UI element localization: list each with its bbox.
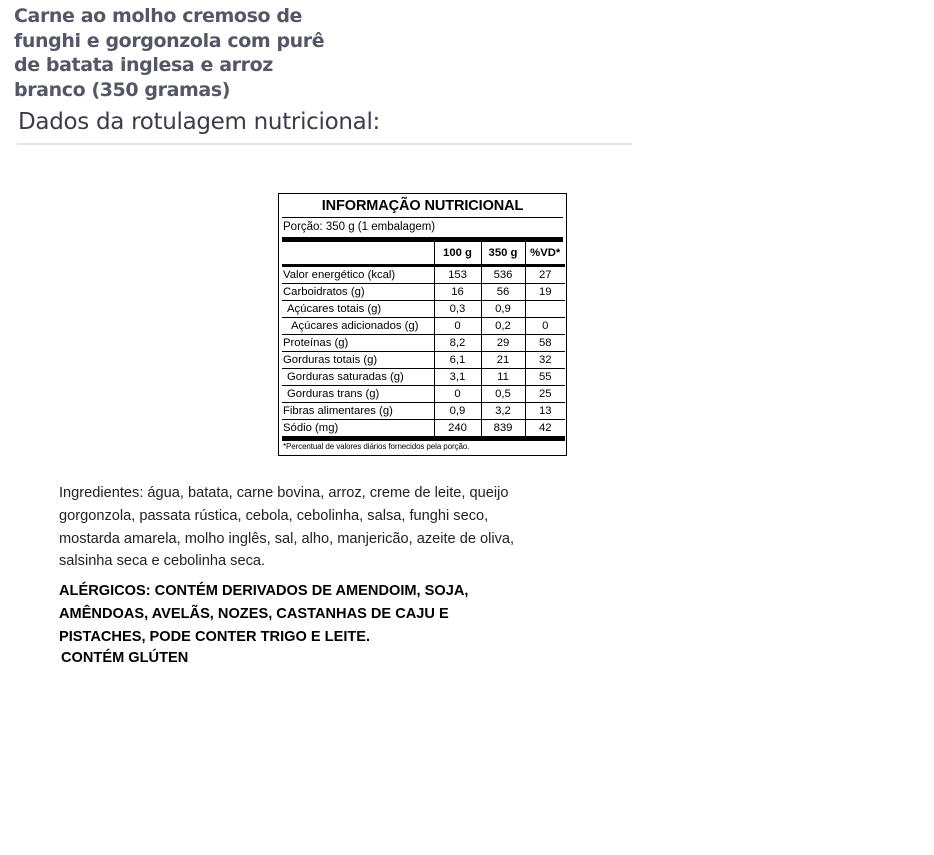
nutrient-label: Sódio (mg)	[282, 420, 434, 439]
value-per-100g: 8,2	[434, 335, 481, 352]
value-per-350g: 11	[481, 369, 525, 386]
table-row	[282, 403, 565, 420]
nutrition-facts-table	[278, 193, 567, 456]
value-per-350g: 56	[481, 284, 525, 301]
table-row	[282, 386, 565, 403]
nutrition-section-heading: Dados da rotulagem nutricional:	[18, 109, 380, 135]
header-row	[282, 242, 565, 266]
value-per-350g: 29	[481, 335, 525, 352]
value-per-100g: 3,1	[434, 369, 481, 386]
nutrient-label: Proteínas (g)	[282, 335, 434, 352]
table-row	[282, 301, 565, 318]
value-per-350g: 0,5	[481, 386, 525, 403]
value-daily-percent: 42	[525, 420, 565, 439]
value-per-350g: 0,2	[481, 318, 525, 335]
value-per-100g: 0	[434, 386, 481, 403]
value-per-350g: 536	[481, 266, 525, 284]
nutrient-label: Gorduras trans (g)	[282, 386, 434, 403]
value-daily-percent: 32	[525, 352, 565, 369]
table-row	[282, 352, 565, 369]
value-per-350g: 21	[481, 352, 525, 369]
value-daily-percent: 58	[525, 335, 565, 352]
value-per-350g: 839	[481, 420, 525, 439]
nutrient-label: Açúcares adicionados (g)	[282, 318, 434, 335]
value-per-100g: 0	[434, 318, 481, 335]
portion-size: Porção: 350 g (1 embalagem)	[282, 218, 563, 242]
value-per-100g: 16	[434, 284, 481, 301]
value-daily-percent: 19	[525, 284, 565, 301]
ingredients-text: Ingredientes: água, batata, carne bovina, arroz, creme de leite, queijo gorgonzola, passata rústica, cebola, cebolinha, salsa, funghi seco, mostarda amarela, molho inglês, sal, alho, manjericão, azeite de oliva, salsinha seca e cebolinha seca.	[59, 485, 515, 570]
table-row	[282, 335, 565, 352]
value-per-100g: 0,9	[434, 403, 481, 420]
nutrition-values	[282, 242, 565, 441]
allergens-warning: ALÉRGICOS: CONTÉM DERIVADOS DE AMENDOIM, SOJA, AMÊNDOAS, AVELÃS, NOZES, CASTANHAS DE CAJU E PISTACHES, PODE CONTER TRIGO E LEITE.	[59, 583, 469, 645]
value-per-100g: 153	[434, 266, 481, 284]
table-row	[282, 369, 565, 386]
section-divider	[17, 143, 632, 145]
header-label	[282, 242, 434, 266]
daily-value-footnote: *Percentual de valores diários fornecidos pela porção.	[283, 442, 470, 451]
nutrient-label: Açúcares totais (g)	[282, 301, 434, 318]
table-row	[282, 266, 565, 284]
nutrient-label: Valor energético (kcal)	[282, 266, 434, 284]
value-daily-percent	[525, 301, 565, 318]
value-daily-percent: 25	[525, 386, 565, 403]
gluten-warning: CONTÉM GLÚTEN	[61, 650, 189, 666]
value-per-350g: 0,9	[481, 301, 525, 318]
header-per-100g: 100 g	[434, 242, 481, 266]
value-per-350g: 3,2	[481, 403, 525, 420]
value-daily-percent: 0	[525, 318, 565, 335]
nutrient-label: Carboidratos (g)	[282, 284, 434, 301]
nutrient-label: Gorduras totais (g)	[282, 352, 434, 369]
value-per-100g: 240	[434, 420, 481, 439]
header-daily-value: %VD*	[525, 242, 565, 266]
table-row	[282, 318, 565, 335]
nutrition-table-title: INFORMAÇÃO NUTRICIONAL	[282, 196, 563, 218]
nutrient-label: Gorduras saturadas (g)	[282, 369, 434, 386]
nutrient-label: Fibras alimentares (g)	[282, 403, 434, 420]
value-per-100g: 6,1	[434, 352, 481, 369]
value-daily-percent: 27	[525, 266, 565, 284]
product-title: Carne ao molho cremoso de funghi e gorgonzola com purê de batata inglesa e arroz branco (350 gramas)	[14, 5, 325, 101]
value-daily-percent: 13	[525, 403, 565, 420]
table-row	[282, 284, 565, 301]
header-per-350g: 350 g	[481, 242, 525, 266]
value-per-100g: 0,3	[434, 301, 481, 318]
table-row	[282, 420, 565, 439]
value-daily-percent: 55	[525, 369, 565, 386]
